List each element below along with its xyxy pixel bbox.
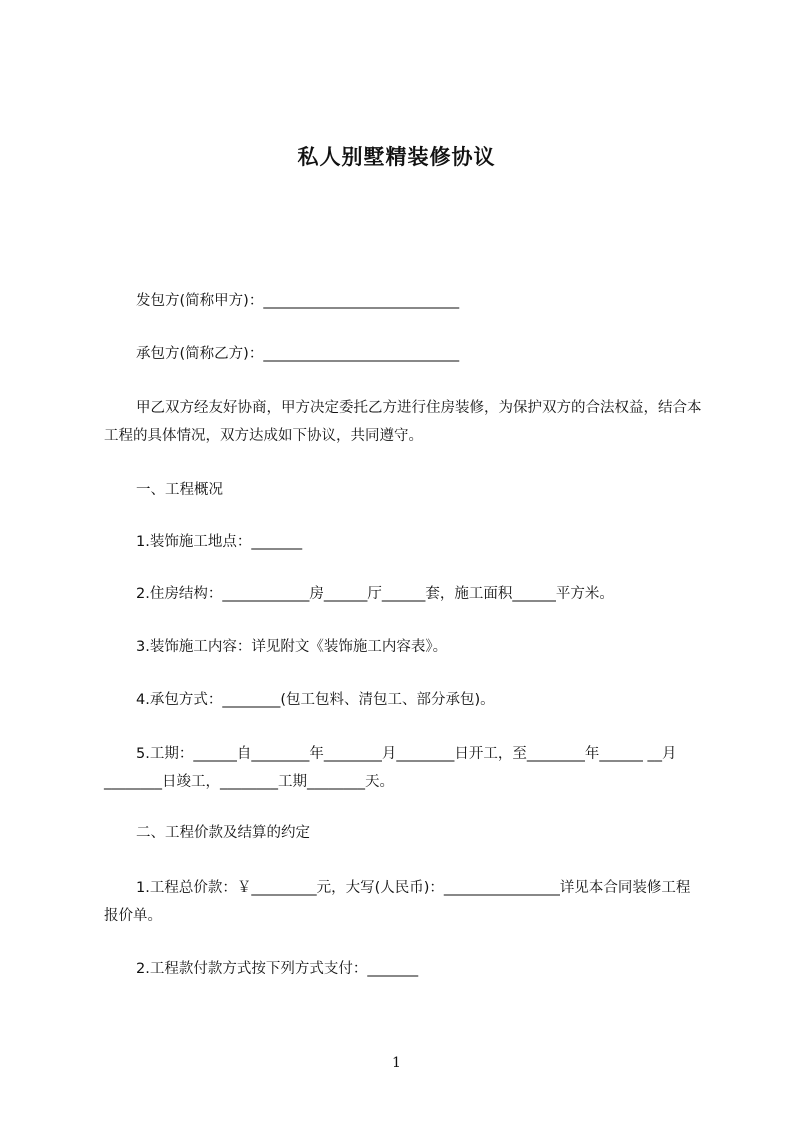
section-1-heading: 一、工程概况 <box>136 482 223 498</box>
document-title: 私人别墅精装修协议 <box>297 145 496 169</box>
item-1-4: 4.承包方式：________(包工包料、清包工、部分承包)。 <box>136 692 495 708</box>
item-1-1: 1.装饰施工地点：_______ <box>136 534 303 550</box>
item-1-2: 2.住房结构：____________房______厅______套，施工面积______平方米。 <box>136 586 614 602</box>
intro-paragraph: 甲乙双方经友好协商，甲方决定委托乙方进行住房装修，为保护双方的合法权益，结合本工程的具体情况，双方达成如下协议，共同遵守。 <box>104 400 702 444</box>
item-2-2: 2.工程款付款方式按下列方式支付：_______ <box>136 961 419 977</box>
item-2-1: 1.工程总价款：￥_________元，大写(人民币)：________________详见本合同装修工程报价单。 <box>104 880 691 924</box>
item-1-3: 3.装饰施工内容：详见附文《装饰施工内容表》。 <box>136 639 448 655</box>
party-a-line: 发包方(简称甲方)：___________________________ <box>136 293 460 309</box>
page-number: 1 <box>392 1055 401 1071</box>
section-2-heading: 二、工程价款及结算的约定 <box>136 825 310 841</box>
item-1-5: 5.工期：______自________年________月________日开工，至________年______ __月________日竣工，________工期________天。 <box>104 746 677 790</box>
party-b-line: 承包方(简称乙方)：___________________________ <box>136 346 460 362</box>
